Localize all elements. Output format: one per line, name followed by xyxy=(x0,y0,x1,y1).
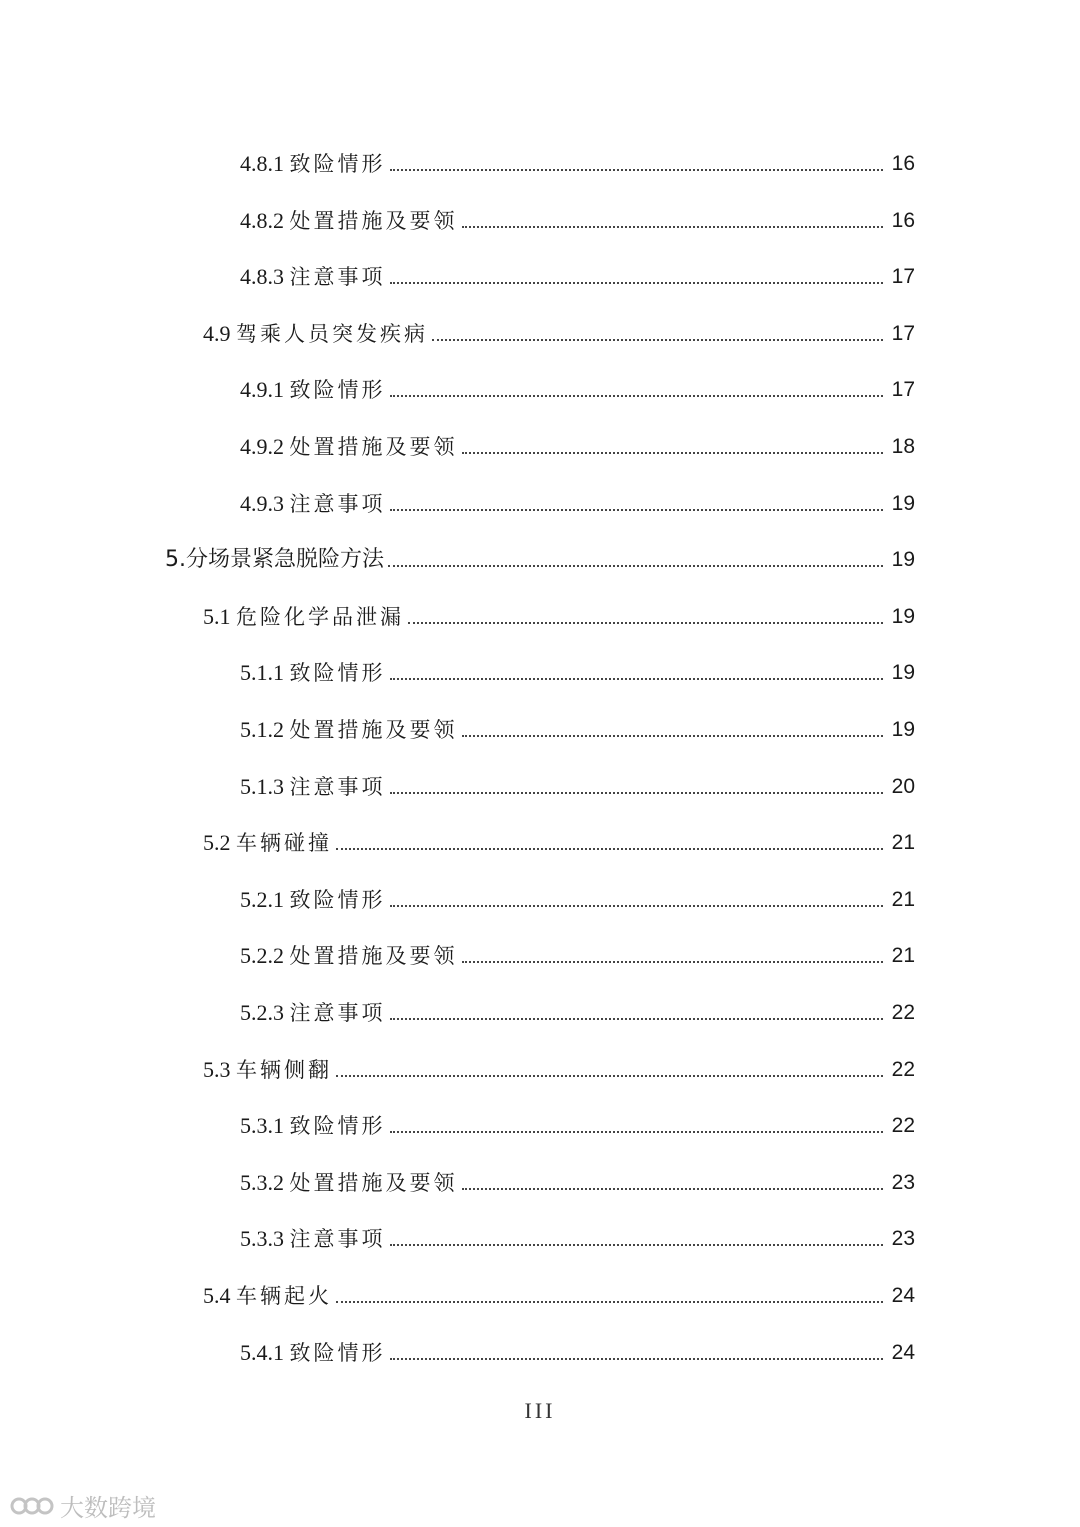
toc-entry-number: 4.9 xyxy=(203,320,236,346)
brand-logo-icon xyxy=(10,1493,54,1519)
toc-entry[interactable] xyxy=(240,138,915,178)
toc-entry[interactable] xyxy=(203,1044,915,1084)
toc-entry-number: 4.8.1 xyxy=(240,151,290,176)
toc-entry-title: 车辆起火 xyxy=(236,1284,332,1308)
toc-entry-page: 18 xyxy=(891,435,915,458)
toc-entry-number: 5.3.1 xyxy=(240,1113,290,1139)
toc-entry-number: 5.4.1 xyxy=(240,1339,290,1365)
dot-leader xyxy=(390,677,884,680)
toc-entry[interactable] xyxy=(240,874,915,914)
toc-entry[interactable] xyxy=(240,1100,915,1140)
toc-entry-page: 17 xyxy=(891,265,915,289)
toc-entry-title: 注意事项 xyxy=(289,1227,386,1252)
toc-entry[interactable] xyxy=(203,308,915,348)
dot-leader xyxy=(462,225,884,228)
toc-entry-page: 24 xyxy=(891,1340,915,1364)
toc-entry-number: 5.2 xyxy=(203,830,236,856)
toc-entry-title: 注意事项 xyxy=(289,265,386,290)
toc-entry[interactable] xyxy=(240,195,915,235)
toc-entry-page: 17 xyxy=(891,378,915,402)
toc-entry[interactable] xyxy=(203,817,915,857)
toc-entry-title: 致险情形 xyxy=(289,661,386,686)
toc-entry[interactable] xyxy=(240,1327,915,1367)
toc-entry-page: 17 xyxy=(891,321,915,345)
toc-entry[interactable] xyxy=(203,1270,915,1310)
dot-leader xyxy=(462,960,884,963)
dot-leader xyxy=(390,791,884,794)
toc-entry-page: 21 xyxy=(891,944,915,968)
toc-entry[interactable] xyxy=(240,421,915,461)
dot-leader xyxy=(462,451,884,454)
toc-entry[interactable] xyxy=(240,987,915,1027)
dot-leader xyxy=(432,338,883,341)
toc-entry-title: 处置措施及要领 xyxy=(289,1170,458,1195)
toc-entry[interactable] xyxy=(240,478,915,518)
toc-entry-title: 处置措施及要领 xyxy=(289,718,458,742)
dot-leader xyxy=(390,1357,884,1360)
toc-entry-number: 5.3.2 xyxy=(240,1169,290,1195)
toc-entry-page: 22 xyxy=(891,1001,915,1024)
toc-entry-page: 16 xyxy=(891,208,915,232)
toc-entry-title: 致险情形 xyxy=(289,1114,386,1139)
toc-entry-number: 4.8.3 xyxy=(240,264,290,290)
toc-entry-page: 19 xyxy=(891,718,915,741)
toc-entry-page: 22 xyxy=(891,1057,915,1081)
toc-entry-page: 19 xyxy=(891,548,915,572)
toc-entry[interactable] xyxy=(240,930,915,970)
dot-leader xyxy=(462,1187,884,1190)
dot-leader xyxy=(390,1243,884,1246)
dot-leader xyxy=(408,621,883,624)
dot-leader xyxy=(336,1074,883,1077)
toc-entry-title: 致险情形 xyxy=(289,378,386,403)
toc-entry-number: 5.3.3 xyxy=(240,1226,290,1252)
toc-entry-number: 5.2.2 xyxy=(240,943,290,969)
toc-entry-page: 21 xyxy=(891,831,915,855)
toc-entry-title: 注意事项 xyxy=(289,774,386,799)
toc-entry-number: 5.3 xyxy=(203,1056,236,1082)
toc-entry-title: 致险情形 xyxy=(289,887,386,912)
dot-leader xyxy=(336,1300,883,1303)
page-number-footer: III xyxy=(524,1398,556,1423)
toc-entry-title: 注意事项 xyxy=(289,1001,386,1025)
watermark xyxy=(10,1488,156,1523)
toc-entry-number: 5.1 xyxy=(203,603,236,629)
dot-leader xyxy=(336,847,883,850)
toc-entry-number: 5.1.3 xyxy=(240,773,290,799)
toc-entry[interactable] xyxy=(165,534,915,574)
toc-entry-title: 处置措施及要领 xyxy=(289,435,458,459)
toc-entry-page: 23 xyxy=(891,1227,915,1251)
toc-entry-page: 22 xyxy=(891,1114,915,1138)
toc-entry-title: 分场景紧急脱险方法 xyxy=(186,547,385,573)
dot-leader xyxy=(390,168,884,171)
toc-entry[interactable] xyxy=(240,251,915,291)
dot-leader xyxy=(390,394,884,397)
toc-entry[interactable] xyxy=(240,1157,915,1197)
dot-leader xyxy=(390,1017,884,1020)
toc-entry-page: 24 xyxy=(891,1284,915,1307)
toc-entry[interactable] xyxy=(203,591,915,631)
toc-entry-number: 5. xyxy=(165,547,186,573)
watermark-text: 大数跨境 xyxy=(60,1494,156,1522)
toc-entry-number: 4.9.1 xyxy=(240,377,290,403)
toc-entry-title: 致险情形 xyxy=(289,152,386,176)
toc-entry-title: 处置措施及要领 xyxy=(289,944,458,969)
toc-entry-number: 5.1.2 xyxy=(240,717,290,742)
toc-entry-title: 车辆碰撞 xyxy=(236,831,332,856)
toc-entry-title: 车辆侧翻 xyxy=(236,1057,332,1082)
toc-entry[interactable] xyxy=(240,364,915,404)
dot-leader xyxy=(462,734,884,737)
toc-entry-page: 19 xyxy=(891,604,915,628)
toc-entry[interactable] xyxy=(240,761,915,801)
toc-entry-number: 5.2.3 xyxy=(240,1000,290,1025)
toc-entry-number: 4.8.2 xyxy=(240,207,290,233)
toc-entry-title: 处置措施及要领 xyxy=(289,208,458,233)
toc-entry-title: 致险情形 xyxy=(289,1340,386,1365)
dot-leader xyxy=(390,904,884,907)
toc-entry[interactable] xyxy=(240,647,915,687)
toc-entry-page: 20 xyxy=(891,774,915,798)
dot-leader xyxy=(388,564,883,567)
toc-entry-page: 19 xyxy=(891,491,915,515)
toc-entry-page: 19 xyxy=(891,661,915,685)
toc-entry-number: 5.4 xyxy=(203,1283,236,1308)
toc-entry[interactable] xyxy=(240,1213,915,1253)
toc-entry-number: 4.9.3 xyxy=(240,490,290,516)
toc-entry-title: 驾乘人员突发疾病 xyxy=(236,321,428,346)
toc-entry-number: 5.2.1 xyxy=(240,886,290,912)
dot-leader xyxy=(390,508,884,511)
toc-entry-title: 危险化学品泄漏 xyxy=(236,604,404,629)
toc-entry-number: 5.1.1 xyxy=(240,660,290,686)
dot-leader xyxy=(390,281,884,284)
toc-entry-page: 23 xyxy=(891,1170,915,1194)
toc-entry-title: 注意事项 xyxy=(289,491,386,516)
toc-entry-page: 21 xyxy=(891,887,915,911)
dot-leader xyxy=(390,1130,884,1133)
toc-entry[interactable] xyxy=(240,704,915,744)
toc-entry-number: 4.9.2 xyxy=(240,434,290,459)
toc-entry-page: 16 xyxy=(891,152,915,175)
